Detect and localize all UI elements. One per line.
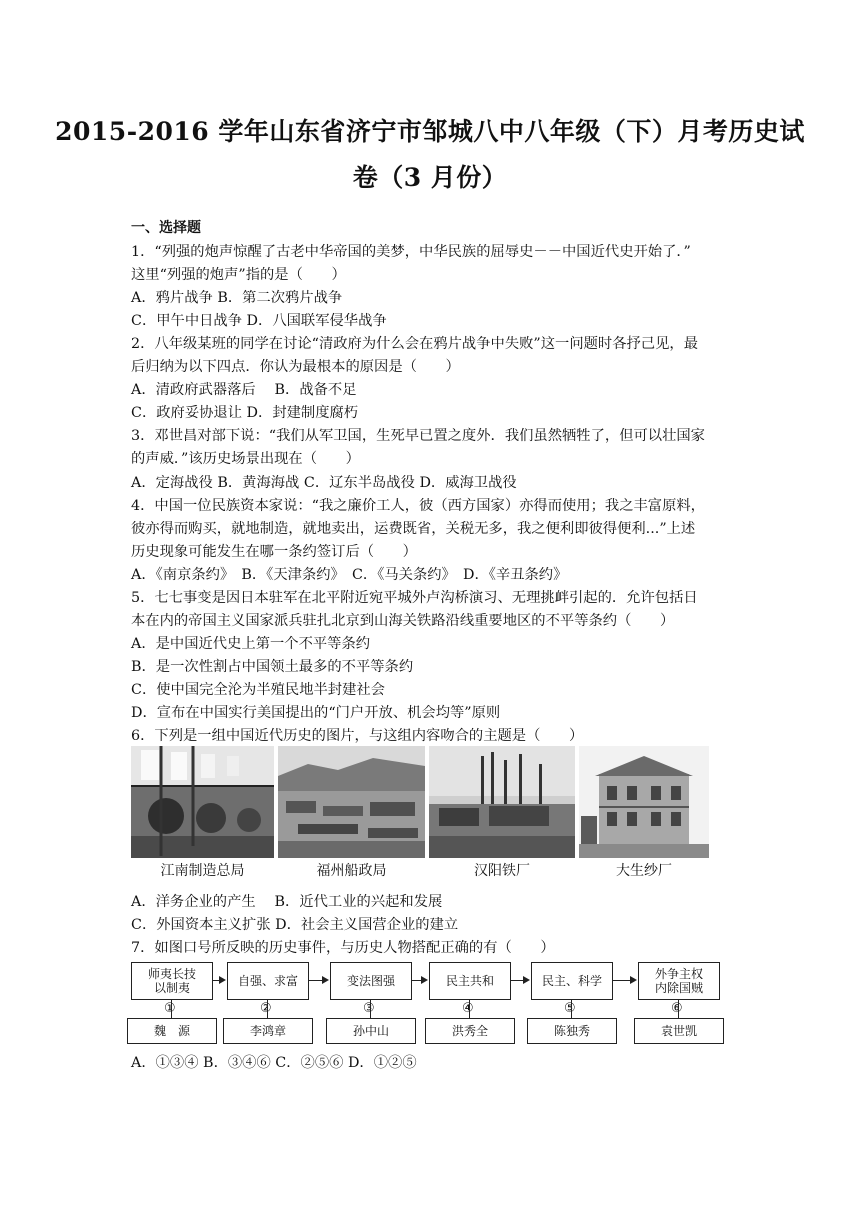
document-title-line-2: 卷（3 月份） — [352, 163, 508, 192]
slogan-text: 外争主权 — [654, 967, 703, 981]
connector-line — [678, 1000, 679, 1018]
question-text-line: 彼亦得而购买，就地制造，就地卖出，运费既省，关税无多，我之便利即彼得便利...”上述 — [131, 520, 696, 537]
arrow-icon — [213, 980, 224, 981]
question-text-line: C．使中国完全沦为半殖民地半封建社会 — [131, 681, 385, 698]
question-text-line: A．定海战役 B．黄海海战 C．辽东半岛战役 D．威海卫战役 — [131, 474, 517, 491]
slogan-text: 内除国贼 — [654, 981, 703, 995]
question-text-line: A．清政府武器落后 B．战备不足 — [131, 382, 357, 399]
connector-line — [370, 1000, 371, 1018]
slogan-box — [429, 962, 511, 1000]
connector-line — [571, 1000, 572, 1018]
slogan-box — [227, 962, 309, 1000]
q6-photo-strip — [131, 746, 709, 886]
ironworks-landscape-image — [429, 746, 575, 858]
slogan-number: ③ — [363, 1001, 375, 1016]
photo-caption: 江南制造总局 — [131, 860, 274, 880]
question-text-line: C．政府妥协退让 D．封建制度腐朽 — [131, 405, 359, 422]
slogan-text: 变法图强 — [346, 974, 395, 988]
arrow-icon — [613, 980, 635, 981]
shipyard-landscape-image — [278, 746, 425, 858]
person-box: 李鸿章 — [223, 1018, 313, 1044]
question-text-line: 历史现象可能发生在哪一条约签订后（ ） — [131, 543, 417, 560]
person-box: 洪秀全 — [425, 1018, 515, 1044]
connector-line — [171, 1000, 172, 1018]
connector-line — [469, 1000, 470, 1018]
q7-options: A．①③④ B．③④⑥ C．②⑤⑥ D．①②⑤ — [131, 1055, 417, 1071]
slogan-number: ⑤ — [564, 1001, 576, 1016]
photo-caption: 汉阳铁厂 — [429, 860, 575, 880]
q7-slogan-diagram — [131, 960, 717, 1048]
photo-hanyang-ironworks — [429, 746, 575, 886]
slogan-text: 民主共和 — [445, 974, 494, 988]
question-text-line: 的声威．”该历史场景出现在（ ） — [131, 451, 360, 468]
photo-caption: 大生纱厂 — [579, 860, 709, 880]
question-text-line: 这里“列强的炮声”指的是（ ） — [131, 267, 346, 284]
mill-building-image — [579, 746, 709, 858]
arrow-icon — [309, 980, 327, 981]
slogan-text: 民主、科学 — [541, 974, 602, 988]
slogan-text: 师夷长技 — [147, 967, 196, 981]
question-text-line: C．甲午中日战争 D．八国联军侵华战争 — [131, 313, 387, 330]
arrow-icon — [412, 980, 426, 981]
slogan-box — [330, 962, 412, 1000]
slogan-box — [531, 962, 613, 1000]
photo-caption: 福州船政局 — [278, 860, 425, 880]
arrow-icon — [511, 980, 528, 981]
slogan-box — [638, 962, 720, 1000]
q6-option-line-2: C．外国资本主义扩张 D．社会主义国营企业的建立 — [131, 917, 459, 933]
question-text-line: 3．邓世昌对部下说：“我们从军卫国，生死早已置之度外．我们虽然牺牲了，但可以壮国家 — [131, 428, 705, 445]
person-box: 孙中山 — [326, 1018, 416, 1044]
slogan-number: ④ — [462, 1001, 474, 1016]
photo-jiangnan-arsenal — [131, 746, 274, 886]
person-box: 陈独秀 — [527, 1018, 617, 1044]
slogan-number: ① — [164, 1001, 176, 1016]
question-text-line: 1．“列强的炮声惊醒了古老中华帝国的美梦，中华民族的屈辱史－－中国近代史开始了．” — [131, 244, 691, 260]
slogan-box — [131, 962, 213, 1000]
slogan-number: ② — [260, 1001, 272, 1016]
connector-line — [267, 1000, 268, 1018]
question-text-line: A．《南京条约》 B．《天津条约》 C．《马关条约》 D．《辛丑条约》 — [131, 566, 568, 583]
person-box: 魏 源 — [127, 1018, 217, 1044]
q7-stem: 7．如图口号所反映的历史事件，与历史人物搭配正确的有（ ） — [131, 940, 555, 956]
question-text-line: 后归纳为以下四点．你认为最根本的原因是（ ） — [131, 359, 460, 376]
question-text-line: A．鸦片战争 B．第二次鸦片战争 — [131, 290, 343, 307]
person-box: 袁世凯 — [634, 1018, 724, 1044]
photo-dasheng-mill — [579, 746, 709, 886]
question-text-line: D．宣布在中国实行美国提出的“门户开放、机会均等”原则 — [131, 705, 501, 721]
factory-interior-image — [131, 746, 274, 858]
question-text-line: A．是中国近代史上第一个不平等条约 — [131, 635, 371, 652]
question-text-line: 本在内的帝国主义国家派兵驻扎北京到山海关铁路沿线重要地区的不平等条约（ ） — [131, 612, 675, 629]
slogan-text: 自强、求富 — [237, 974, 298, 988]
question-text-line: 5．七七事变是因日本驻军在北平附近宛平城外卢沟桥演习、无理挑衅引起的．允许包括日 — [131, 589, 698, 606]
slogan-text: 以制夷 — [153, 981, 190, 995]
question-text-line: 6．下列是一组中国近代历史的图片，与这组内容吻合的主题是（ ） — [131, 728, 584, 745]
document-title-line-1: 2015-2016 学年山东省济宁市邹城八中八年级（下）月考历史试 — [55, 117, 805, 146]
q6-option-line-1: A．洋务企业的产生 B．近代工业的兴起和发展 — [131, 894, 443, 910]
section-heading: 一、选择题 — [131, 220, 201, 236]
photo-fuzhou-shipyard — [278, 746, 425, 886]
question-text-line: 4．中国一位民族资本家说：“我之廉价工人，彼（西方国家）亦得而使用；我之丰富原料， — [131, 497, 705, 514]
question-text-line: B．是一次性割占中国领土最多的不平等条约 — [131, 658, 414, 675]
slogan-number: ⑥ — [671, 1001, 683, 1016]
question-text-line: 2．八年级某班的同学在讨论“清政府为什么会在鸦片战争中失败”这一问题时各抒己见，最 — [131, 336, 698, 353]
